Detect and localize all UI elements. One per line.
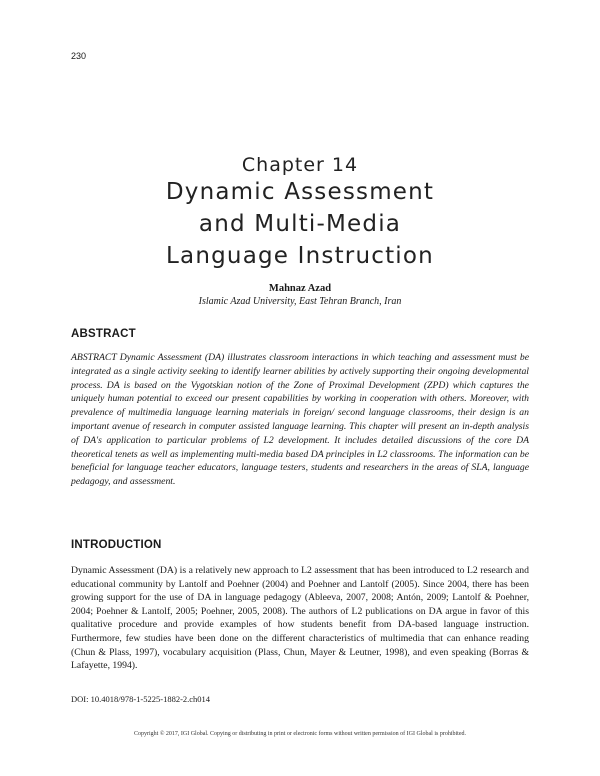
chapter-label: Chapter 14 (241, 154, 359, 176)
copyright-notice: Copyright © 2017, IGI Global. Copying or distributing in print or electronic forms without written permission of IGI Global is prohibited. (133, 731, 466, 737)
abstract-text: ABSTRACT Dynamic Assessment (DA) illustrates classroom interactions in which teaching and assessment must be integrated as a single activity seeking to identify learner abilities by actively supporting their ongoing developmental process. DA is based on the Vygotskian notion of the Zone of Proximal Development (ZPD) which captures the uniquely human potential to exceed our present capabilities by working in cooperation with others. Moreover, with prevalence of multimedia language learning materials in foreign/ second language classrooms, their design is an important avenue of research in computer assisted language learning. This chapter will present an in-depth analysis of DA's application to particular problems of L2 development. It includes detailed discussions of the core DA theoretical tenets as well as implementing multi-media based DA principles in L2 classrooms. The information can be beneficial for language teacher educators, language testers, students and researchers in the areas of SLA, language pedagogy, and assessment. (71, 352, 529, 488)
doi: DOI: 10.4018/978-1-5225-1882-2.ch014 (71, 694, 211, 704)
chapter-title-line-2: and Multi-Media (198, 211, 402, 237)
introduction-heading: INTRODUCTION (71, 539, 162, 551)
chapter-title (0, 176, 600, 272)
page-number: 230 (71, 51, 87, 61)
abstract-heading: ABSTRACT (71, 328, 136, 340)
introduction-text: Dynamic Assessment (DA) is a relatively new approach to L2 assessment that has been introduced to L2 research and educational community by Lantolf and Poehner (2004) and Poehner and Lantolf (2005). Since 2004, there has been growing support for the use of DA in language pedagogy (Ableeva, 2007, 2008; Antón, 2009; Lantolf & Poehner, 2004; Poehner & Lantolf, 2005; Poehner, 2005, 2008). The authors of L2 publications on DA argue in favor of this qualitative procedure and provide examples of how students benefit from DA-based language instruction. Furthermore, few studies have been done on the different characteristics of multimedia that can enhance reading (Chun & Plass, 1997), vocabulary acquisition (Plass, Chun, Mayer & Leutner, 1998), and even speaking (Borras & Lafayette, 1994). (71, 565, 529, 672)
chapter-title-line-1: Dynamic Assessment (165, 179, 435, 205)
chapter-title-line-3: Language Instruction (166, 243, 434, 269)
author-name: Mahnaz Azad (268, 283, 332, 294)
author-affiliation: Islamic Azad University, East Tehran Branch, Iran (198, 296, 402, 307)
